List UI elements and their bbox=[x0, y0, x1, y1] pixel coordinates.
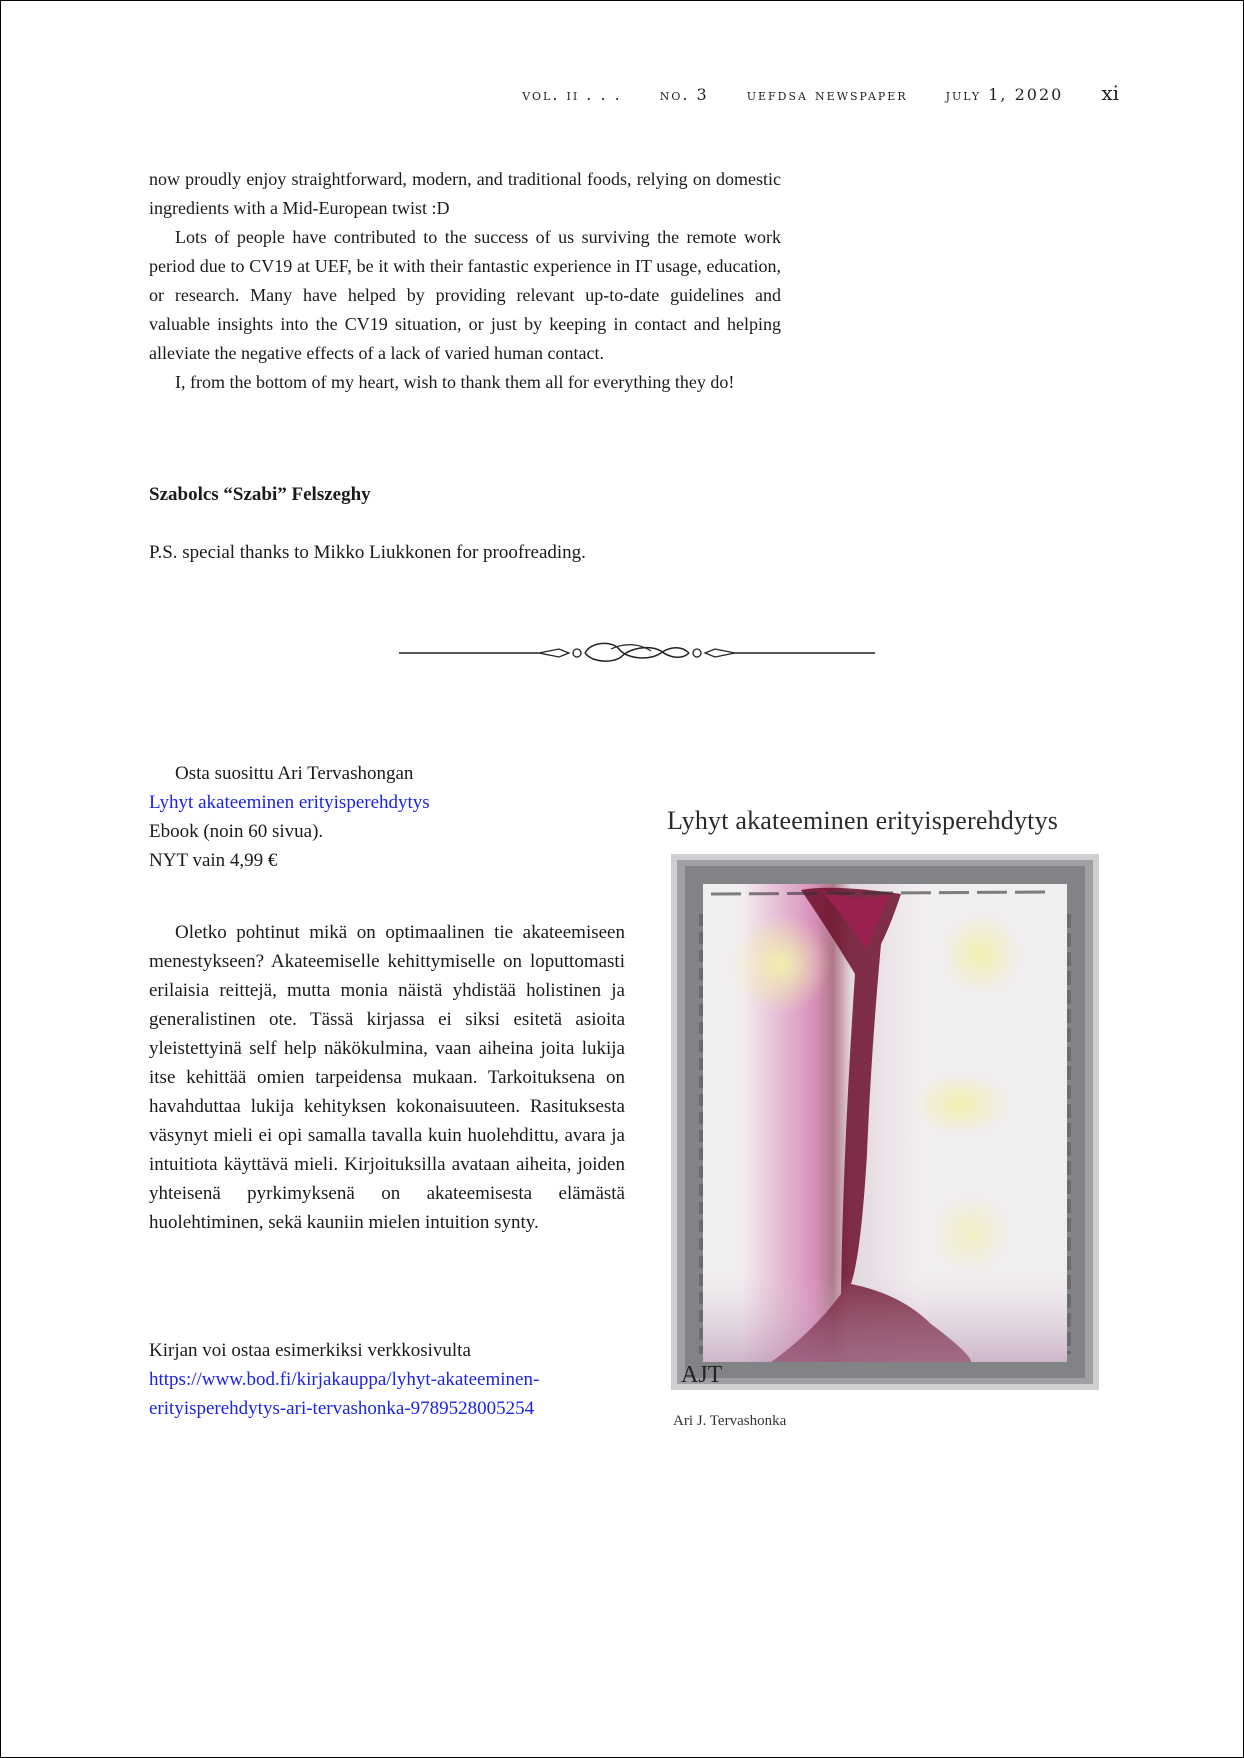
cover-painting bbox=[671, 854, 1099, 1390]
purchase-url-line-1: https://www.bod.fi/kirjakauppa/lyhyt-akateeminen- bbox=[149, 1369, 540, 1390]
postscript: P.S. special thanks to Mikko Liukkonen for proofreading. bbox=[149, 542, 586, 563]
book-cover-image bbox=[661, 796, 1111, 1451]
page-number: xi bbox=[1101, 81, 1119, 105]
article-body bbox=[149, 165, 781, 397]
purchase-info bbox=[149, 1336, 669, 1423]
purchase-text: Kirjan voi ostaa esimerkiksi verkkosivulta bbox=[149, 1340, 471, 1361]
ad-format-line: Ebook (noin 60 sivua). bbox=[149, 821, 324, 842]
purchase-url-link[interactable] bbox=[149, 1365, 669, 1394]
ad-description bbox=[149, 918, 625, 1237]
issue-number: no. 3 bbox=[659, 85, 709, 104]
book-title-link[interactable]: Lyhyt akateeminen erityisperehdytys bbox=[149, 792, 430, 813]
ad-description-paragraph: Oletko pohtinut mikä on optimaalinen tie akateemiseen menestykseen? Akateemiselle kehittymiselle on loputtomasti erilaisia reittejä, mutta monia näistä yhdistää holistinen ja generalistinen ote. Tässä kirjassa ei siksi esitetä asioita yleistettyinä self help näkökulmina, vaan aiheina joita lukija itse kehittää omien tarpeidensa mukaan. Tarkoituksena on havahduttaa lukija kehityksen kokonaisuuteen. Rasituksesta väsynyt mieli ei opi samalla tavalla kuin huolehdittu, avara ja intuitiota käyttävä mieli. Kirjoituksilla avataan aiheita, joiden yhteisenä pyrkimyksenä on akateemisesta elämästä huolehtiminen, sekä kauniin mielen intuition synty. bbox=[149, 922, 625, 1233]
ad-intro-line: Osta suosittu Ari Tervashongan bbox=[175, 763, 414, 784]
running-head bbox=[522, 81, 1119, 105]
issue-date: july 1, 2020 bbox=[945, 85, 1064, 104]
article-paragraph: I, from the bottom of my heart, wish to thank them all for everything they do! bbox=[175, 372, 735, 392]
cover-author: Ari J. Tervashonka bbox=[673, 1413, 787, 1429]
article-paragraph: now proudly enjoy straightforward, modern, and traditional foods, relying on domestic ingredients with a Mid-European twist :D bbox=[149, 169, 781, 218]
purchase-url-line-2: erityisperehdytys-ari-tervashonka-9789528005254 bbox=[149, 1398, 535, 1419]
newspaper-name: uefdsa newspaper bbox=[746, 85, 908, 104]
purchase-url-link-continued[interactable] bbox=[149, 1394, 669, 1423]
ad-price-line: NYT vain 4,99 € bbox=[149, 850, 278, 871]
ad-intro bbox=[149, 759, 629, 875]
cover-signature: AJT bbox=[681, 1362, 723, 1388]
volume-label: vol. ii . . . bbox=[522, 85, 622, 104]
article-paragraph: Lots of people have contributed to the success of us surviving the remote work period due to CV19 at UEF, be it with their fantastic experience in IT usage, education, or research. Many have helped by providing relevant up-to-date guidelines and valuable insights into the CV19 situation, or just by keeping in contact and helping alleviate the negative effects of a lack of varied human contact. bbox=[149, 227, 781, 363]
cover-title: Lyhyt akateeminen erityisperehdytys bbox=[667, 806, 1059, 835]
article-author: Szabolcs “Szabi” Felszeghy bbox=[149, 484, 371, 505]
section-divider-ornament bbox=[399, 639, 875, 667]
